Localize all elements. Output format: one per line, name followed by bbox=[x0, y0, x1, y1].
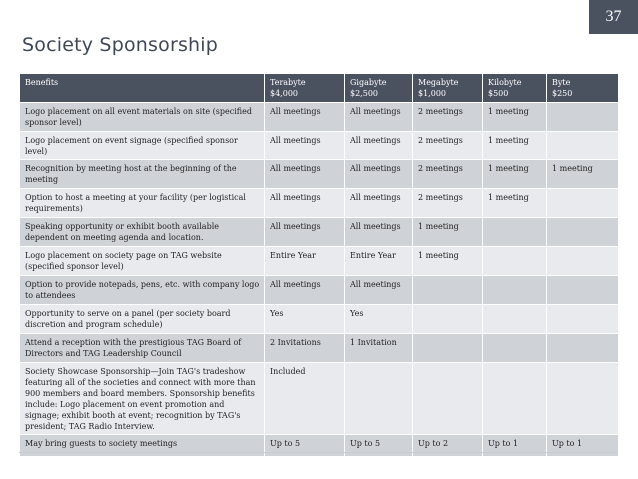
header-price: $500 bbox=[488, 89, 509, 99]
benefit-cell: Option to provide notepads, pens, etc. with company logo to attendees bbox=[20, 276, 265, 305]
gigabyte-cell: All meetings bbox=[345, 132, 413, 160]
terabyte-cell: Included bbox=[265, 363, 345, 435]
header-kilobyte bbox=[483, 74, 547, 103]
megabyte-cell: 2 meetings bbox=[413, 132, 483, 160]
megabyte-cell: 2 meetings bbox=[413, 160, 483, 189]
byte-cell bbox=[547, 276, 619, 305]
terabyte-cell: 2 Invitations bbox=[265, 334, 345, 363]
gigabyte-cell: All meetings bbox=[345, 276, 413, 305]
megabyte-cell bbox=[413, 276, 483, 305]
kilobyte-cell: 1 meeting bbox=[483, 160, 547, 189]
header-label: Gigabyte bbox=[350, 78, 387, 87]
table-row bbox=[20, 363, 619, 435]
benefit-cell: Logo placement on society page on TAG website (specified sponsor level) bbox=[20, 247, 265, 276]
byte-cell bbox=[547, 218, 619, 247]
gigabyte-cell: Yes bbox=[345, 305, 413, 334]
byte-cell bbox=[547, 305, 619, 334]
kilobyte-cell: 1 meeting bbox=[483, 103, 547, 132]
header-terabyte bbox=[265, 74, 345, 103]
header-label: Kilobyte bbox=[488, 78, 522, 87]
benefit-cell: Recognition by meeting host at the beginning of the meeting bbox=[20, 160, 265, 189]
benefit-cell: Attend a reception with the prestigious TAG Board of Directors and TAG Leadership Council bbox=[20, 334, 265, 363]
benefit-cell: Opportunity to serve on a panel (per society board discretion and program schedule) bbox=[20, 305, 265, 334]
sponsorship-benefits-table bbox=[19, 73, 619, 457]
gigabyte-cell: All meetings bbox=[345, 189, 413, 218]
header-benefits bbox=[20, 74, 265, 103]
terabyte-cell: All meetings bbox=[265, 160, 345, 189]
benefit-cell: Logo placement on event signage (specified sponsor level) bbox=[20, 132, 265, 160]
byte-cell bbox=[547, 247, 619, 276]
kilobyte-cell: 1 meeting bbox=[483, 132, 547, 160]
megabyte-cell bbox=[413, 334, 483, 363]
header-gigabyte bbox=[345, 74, 413, 103]
byte-cell: 1 meeting bbox=[547, 160, 619, 189]
megabyte-cell: 2 meetings bbox=[413, 103, 483, 132]
megabyte-cell bbox=[413, 305, 483, 334]
benefit-cell: Speaking opportunity or exhibit booth available dependent on meeting agenda and location. bbox=[20, 218, 265, 247]
kilobyte-cell bbox=[483, 334, 547, 363]
byte-cell: Up to 1 bbox=[547, 435, 619, 457]
table-row bbox=[20, 132, 619, 160]
table-row bbox=[20, 247, 619, 276]
kilobyte-cell bbox=[483, 305, 547, 334]
terabyte-cell: Up to 5 bbox=[265, 435, 345, 457]
page-number: 37 bbox=[589, 0, 638, 34]
table-row bbox=[20, 334, 619, 363]
megabyte-cell: 1 meeting bbox=[413, 247, 483, 276]
byte-cell bbox=[547, 334, 619, 363]
bottom-divider bbox=[19, 452, 618, 453]
megabyte-cell: 1 meeting bbox=[413, 218, 483, 247]
megabyte-cell: Up to 2 bbox=[413, 435, 483, 457]
megabyte-cell bbox=[413, 363, 483, 435]
kilobyte-cell bbox=[483, 218, 547, 247]
table-row bbox=[20, 189, 619, 218]
gigabyte-cell: 1 Invitation bbox=[345, 334, 413, 363]
kilobyte-cell bbox=[483, 363, 547, 435]
gigabyte-cell: All meetings bbox=[345, 103, 413, 132]
benefit-cell: May bring guests to society meetings bbox=[20, 435, 265, 457]
header-byte bbox=[547, 74, 619, 103]
terabyte-cell: All meetings bbox=[265, 103, 345, 132]
benefit-cell: Society Showcase Sponsorship—Join TAG's tradeshow featuring all of the societies and connect with more than 900 members and board members. Sponsorship benefits include: Logo placement on event promotion and signage; exhibit booth at event; recognition by TAG's president; TAG Radio Interview. bbox=[20, 363, 265, 435]
gigabyte-cell: Entire Year bbox=[345, 247, 413, 276]
table-row bbox=[20, 276, 619, 305]
table-row bbox=[20, 103, 619, 132]
terabyte-cell: All meetings bbox=[265, 189, 345, 218]
terabyte-cell: All meetings bbox=[265, 132, 345, 160]
benefit-cell: Logo placement on all event materials on site (specified sponsor level) bbox=[20, 103, 265, 132]
header-row bbox=[20, 74, 619, 103]
header-label: Benefits bbox=[25, 78, 59, 87]
kilobyte-cell bbox=[483, 247, 547, 276]
gigabyte-cell bbox=[345, 363, 413, 435]
gigabyte-cell: All meetings bbox=[345, 160, 413, 189]
terabyte-cell: Entire Year bbox=[265, 247, 345, 276]
slide-title: Society Sponsorship bbox=[22, 34, 219, 56]
header-label: Terabyte bbox=[270, 78, 306, 87]
byte-cell bbox=[547, 189, 619, 218]
terabyte-cell: All meetings bbox=[265, 218, 345, 247]
kilobyte-cell: Up to 1 bbox=[483, 435, 547, 457]
byte-cell bbox=[547, 103, 619, 132]
header-price: $1,000 bbox=[418, 89, 446, 99]
gigabyte-cell: All meetings bbox=[345, 218, 413, 247]
table-row bbox=[20, 160, 619, 189]
byte-cell bbox=[547, 132, 619, 160]
byte-cell bbox=[547, 363, 619, 435]
header-megabyte bbox=[413, 74, 483, 103]
table-row bbox=[20, 218, 619, 247]
table-row bbox=[20, 305, 619, 334]
terabyte-cell: Yes bbox=[265, 305, 345, 334]
kilobyte-cell: 1 meeting bbox=[483, 189, 547, 218]
gigabyte-cell: Up to 5 bbox=[345, 435, 413, 457]
header-label: Megabyte bbox=[418, 78, 459, 87]
benefit-cell: Option to host a meeting at your facility (per logistical requirements) bbox=[20, 189, 265, 218]
table-header bbox=[20, 74, 619, 103]
table-body bbox=[20, 103, 619, 457]
header-price: $4,000 bbox=[270, 89, 298, 99]
header-label: Byte bbox=[552, 78, 571, 87]
megabyte-cell: 2 meetings bbox=[413, 189, 483, 218]
kilobyte-cell bbox=[483, 276, 547, 305]
table-row bbox=[20, 435, 619, 457]
header-price: $2,500 bbox=[350, 89, 378, 99]
header-price: $250 bbox=[552, 89, 573, 99]
terabyte-cell: All meetings bbox=[265, 276, 345, 305]
